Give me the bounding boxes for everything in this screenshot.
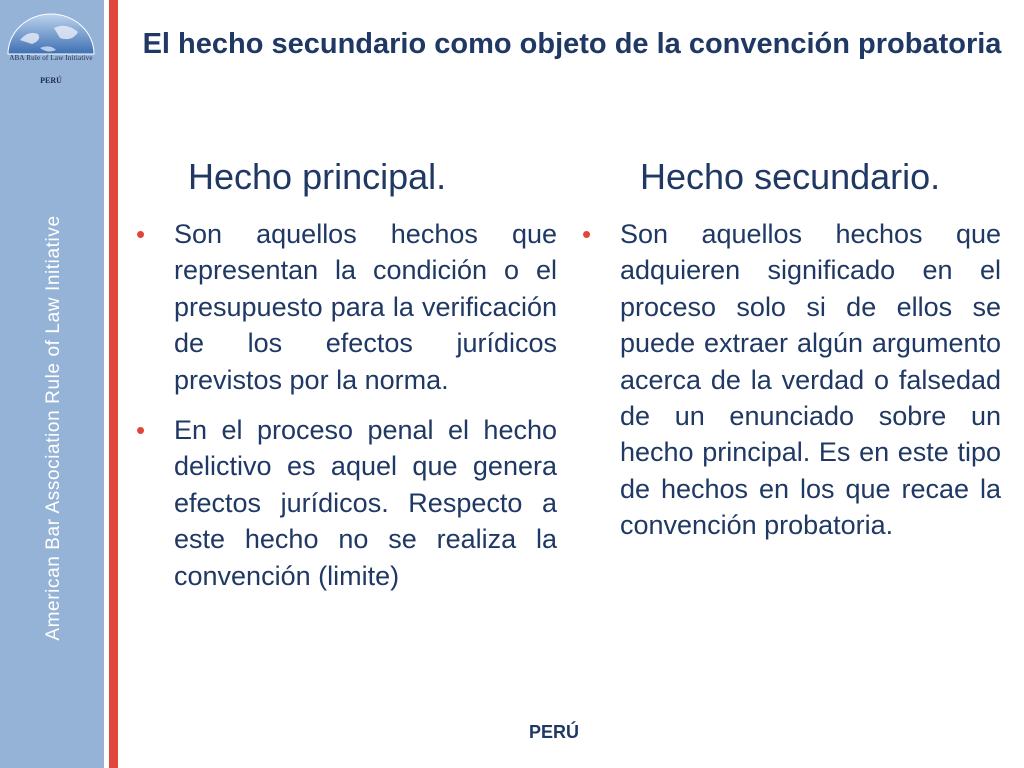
bullet-text: Son aquellos hechos que adquieren significado en el proceso solo si de ellos se puede extraer algún argumento acerca de la verdad o falsedad de un enunciado sobre un hecho principal. Es en este tipo de hechos en los que recae la convención probatoria. [620, 219, 1001, 541]
bullet-item [580, 216, 1001, 544]
bullet-item [134, 216, 557, 398]
bullet-text: En el proceso penal el hecho delictivo es aquel que genera efectos jurídicos. Respecto a este hecho no se realiza la convención (limite) [174, 415, 557, 591]
bullet-text: Son aquellos hechos que representan la condición o el presupuesto para la verificación de los efectos jurídicos previstos por la norma. [174, 219, 557, 395]
logo-org-text: ABA Rule of Law Initiative [9, 54, 93, 62]
column-principal [134, 216, 557, 608]
sidebar [0, 0, 104, 768]
accent-stripe [109, 0, 118, 768]
footer-label: PERÚ [528, 722, 579, 742]
slide-title: El hecho secundario como objeto de la convención probatoria [142, 28, 1002, 60]
bullet-item [134, 412, 557, 594]
bullet-icon: • [136, 219, 146, 249]
globe-icon [4, 10, 98, 60]
column-heading-principal: Hecho principal. [188, 156, 447, 197]
column-secundario [580, 216, 1001, 558]
logo-country-text: PERÚ [40, 76, 62, 85]
aba-logo [4, 10, 98, 90]
sidebar-vertical-text: American Bar Association Rule of Law Initiative [43, 215, 64, 641]
column-heading-secundario: Hecho secundario. [640, 156, 941, 197]
bullet-icon: • [136, 415, 146, 446]
bullet-icon: • [582, 219, 592, 249]
